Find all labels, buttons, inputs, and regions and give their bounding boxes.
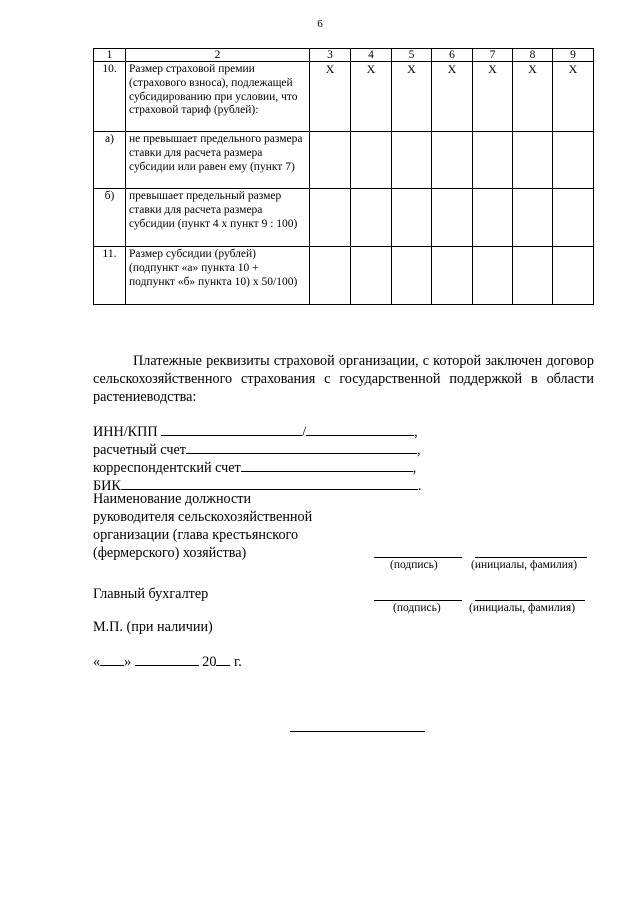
mark-cell (553, 132, 594, 189)
row-text: Размер страховой премии (страхового взноса), подлежащей субсидированию при условии, что страховой тариф (рублей): (126, 62, 310, 132)
month-blank[interactable] (135, 652, 199, 666)
mark-cell (553, 247, 594, 305)
bik-label: БИК (93, 478, 121, 494)
mark-cell (392, 247, 432, 305)
kpp-blank[interactable] (306, 422, 414, 436)
inn-kpp-label: ИНН/КПП (93, 424, 158, 440)
head-position-block (93, 490, 312, 562)
subsidy-table (93, 48, 594, 305)
mark-cell: Х (392, 62, 432, 132)
mark-cell (473, 189, 513, 247)
header-cell: 5 (392, 49, 432, 62)
header-cell: 6 (432, 49, 473, 62)
table-header-row (94, 49, 594, 62)
mark-cell: Х (310, 62, 351, 132)
mark-cell: Х (351, 62, 392, 132)
table-row (94, 247, 594, 305)
mark-cell (310, 132, 351, 189)
row-text: не превышает предельного размера ставки для расчета размера субсидии или равен ему (пункт 7) (126, 132, 310, 189)
mark-cell (310, 189, 351, 247)
row-text: превышает предельный размер ставки для расчета размера субсидии (пункт 4 x пункт 9 : 100) (126, 189, 310, 247)
mark-cell (513, 247, 553, 305)
inn-kpp-field (93, 422, 418, 441)
head-signature-line[interactable] (374, 557, 462, 558)
table-row (94, 189, 594, 247)
accountant-signature-caption: (подпись) (393, 602, 441, 614)
mark-cell (513, 189, 553, 247)
mark-cell (432, 189, 473, 247)
header-cell: 8 (513, 49, 553, 62)
row-number: а) (94, 132, 126, 189)
table-row (94, 132, 594, 189)
inn-slash: / (302, 424, 307, 440)
head-line-4: (фермерского) хозяйства) (93, 545, 247, 561)
day-blank[interactable] (100, 652, 124, 666)
header-cell: 3 (310, 49, 351, 62)
bik-period: . (417, 478, 422, 494)
date-close-quote: » (124, 654, 132, 670)
accountant-initials-caption: (инициалы, фамилия) (469, 602, 576, 614)
account-field (93, 440, 421, 459)
inn-comma: , (414, 424, 418, 440)
date-field (93, 652, 242, 671)
closing-rule (290, 731, 425, 732)
stamp-label: М.П. (при наличии) (93, 619, 213, 635)
row-number: б) (94, 189, 126, 247)
corr-account-field (93, 458, 416, 477)
account-label: расчетный счет (93, 442, 186, 458)
accountant-signature-line[interactable] (374, 600, 462, 601)
mark-cell (351, 247, 392, 305)
accountant-initials-line[interactable] (475, 600, 585, 601)
mark-cell (553, 189, 594, 247)
header-cell: 1 (94, 49, 126, 62)
bik-blank[interactable] (121, 476, 418, 490)
account-comma: , (416, 442, 421, 458)
mark-cell: Х (553, 62, 594, 132)
account-blank[interactable] (186, 440, 417, 454)
head-initials-caption: (инициалы, фамилия) (471, 559, 578, 571)
head-line-2: руководителя сельскохозяйственной (93, 509, 313, 525)
corr-account-blank[interactable] (241, 458, 413, 472)
header-cell: 2 (126, 49, 310, 62)
row-text: Размер субсидии (рублей) (подпункт «а» пункта 10 + подпункт «б» пункта 10) x 50/100) (126, 247, 310, 305)
mark-cell (310, 247, 351, 305)
requisites-text: Платежные реквизиты страховой организации, с которой заключен договор сельскохозяйственного страхования с государственной поддержкой в области растениеводства: (93, 353, 594, 405)
header-cell: 4 (351, 49, 392, 62)
inn-blank[interactable] (161, 422, 302, 436)
mark-cell (351, 132, 392, 189)
mark-cell: Х (473, 62, 513, 132)
page-number: 6 (317, 18, 323, 30)
mark-cell (392, 189, 432, 247)
header-cell: 7 (473, 49, 513, 62)
row-number: 10. (94, 62, 126, 132)
year-suffix: г. (234, 654, 242, 670)
row-number: 11. (94, 247, 126, 305)
mark-cell (392, 132, 432, 189)
mark-cell (473, 247, 513, 305)
corr-account-label: корреспондентский счет (93, 460, 241, 476)
year-blank[interactable] (216, 652, 230, 666)
mark-cell (432, 247, 473, 305)
date-open-quote: « (93, 654, 101, 670)
table-row (94, 62, 594, 132)
chief-accountant-label: Главный бухгалтер (93, 586, 209, 602)
requisites-paragraph (93, 352, 594, 406)
head-initials-line[interactable] (475, 557, 587, 558)
mark-cell (513, 132, 553, 189)
mark-cell (351, 189, 392, 247)
head-line-3: организации (глава крестьянского (93, 527, 299, 543)
mark-cell (432, 132, 473, 189)
head-signature-caption: (подпись) (390, 559, 438, 571)
corr-account-comma: , (412, 460, 417, 476)
mark-cell (473, 132, 513, 189)
header-cell: 9 (553, 49, 594, 62)
head-line-1: Наименование должности (93, 491, 252, 507)
mark-cell: Х (513, 62, 553, 132)
mark-cell: Х (432, 62, 473, 132)
year-prefix: 20 (202, 654, 217, 670)
